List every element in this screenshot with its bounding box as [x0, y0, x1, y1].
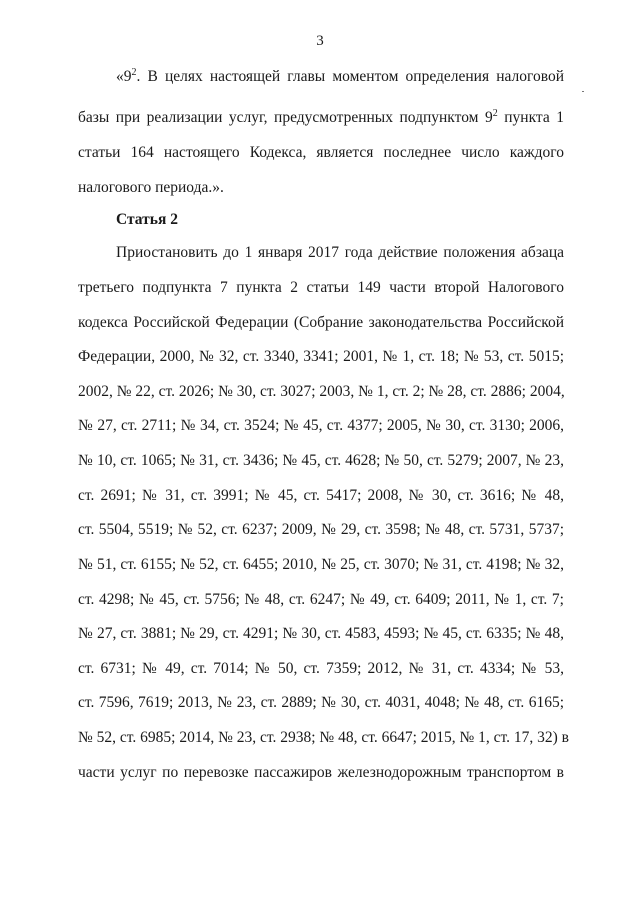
paragraph-2-line: ст. 5504, 5519; № 52, ст. 6237; 2009, № 29, ст. 3598; № 48, ст. 5731, 5737; [78, 521, 564, 538]
paragraph-2-line: № 27, ст. 3881; № 29, ст. 4291; № 30, ст. 4583, 4593; № 45, ст. 6335; № 48, [78, 625, 564, 642]
paragraph-2-line: ст. 7596, 7619; 2013, № 23, ст. 2889; № 30, ст. 4031, 4048; № 48, ст. 6165; [78, 694, 564, 711]
scan-speck [582, 91, 584, 92]
paragraph-2-line: № 51, ст. 6155; № 52, ст. 6455; 2010, № 25, ст. 3070; № 31, ст. 4198; № 32, [78, 556, 564, 573]
paragraph-2-line: третьего подпункта 7 пункта 2 статьи 149 части второй Налогового [78, 279, 564, 296]
paragraph-1-line-3: статьи 164 настоящего Кодекса, является последнее число каждого [78, 144, 564, 161]
paragraph-2-line: № 10, ст. 1065; № 31, ст. 3436; № 45, ст. 4628; № 50, ст. 5279; 2007, № 23, [78, 452, 564, 469]
paragraph-2-line: ст. 6731; № 49, ст. 7014; № 50, ст. 7359; 2012, № 31, ст. 4334; № 53, [78, 660, 564, 677]
paragraph-2-line: № 27, ст. 2711; № 34, ст. 3524; № 45, ст. 4377; 2005, № 30, ст. 3130; 2006, [78, 417, 564, 434]
article-heading: Статья 2 [116, 211, 178, 228]
paragraph-1-line-2: базы при реализации услуг, предусмотренных подпунктом $9^2$ пункта 1 [78, 108, 564, 126]
page-number: 3 [316, 33, 324, 49]
paragraph-2-line: ст. 2691; № 31, ст. 3991; № 45, ст. 5417; 2008, № 30, ст. 3616; № 48, [78, 487, 564, 504]
paragraph-1-line-1: «$9^2$. В целях настоящей главы моментом определения налоговой [116, 67, 564, 85]
paragraph-2-line: № 52, ст. 6985; 2014, № 23, ст. 2938; № 48, ст. 6647; 2015, № 1, ст. 17, 32) в [78, 729, 570, 746]
paragraph-2-line: Федерации, 2000, № 32, ст. 3340, 3341; 2001, № 1, ст. 18; № 53, ст. 5015; [78, 348, 564, 365]
paragraph-2-line: ст. 4298; № 45, ст. 5756; № 48, ст. 6247; № 49, ст. 6409; 2011, № 1, ст. 7; [78, 591, 564, 608]
paragraph-2-line: кодекса Российской Федерации (Собрание законодательства Российской [78, 314, 564, 331]
paragraph-2-line: 2002, № 22, ст. 2026; № 30, ст. 3027; 2003, № 1, ст. 2; № 28, ст. 2886; 2004, [78, 383, 565, 400]
paragraph-2-line: Приостановить до 1 января 2017 года действие положения абзаца [116, 244, 564, 261]
paragraph-2-line: части услуг по перевозке пассажиров железнодорожным транспортом в [78, 764, 564, 781]
paragraph-1-line-4: налогового периода.». [78, 179, 224, 196]
